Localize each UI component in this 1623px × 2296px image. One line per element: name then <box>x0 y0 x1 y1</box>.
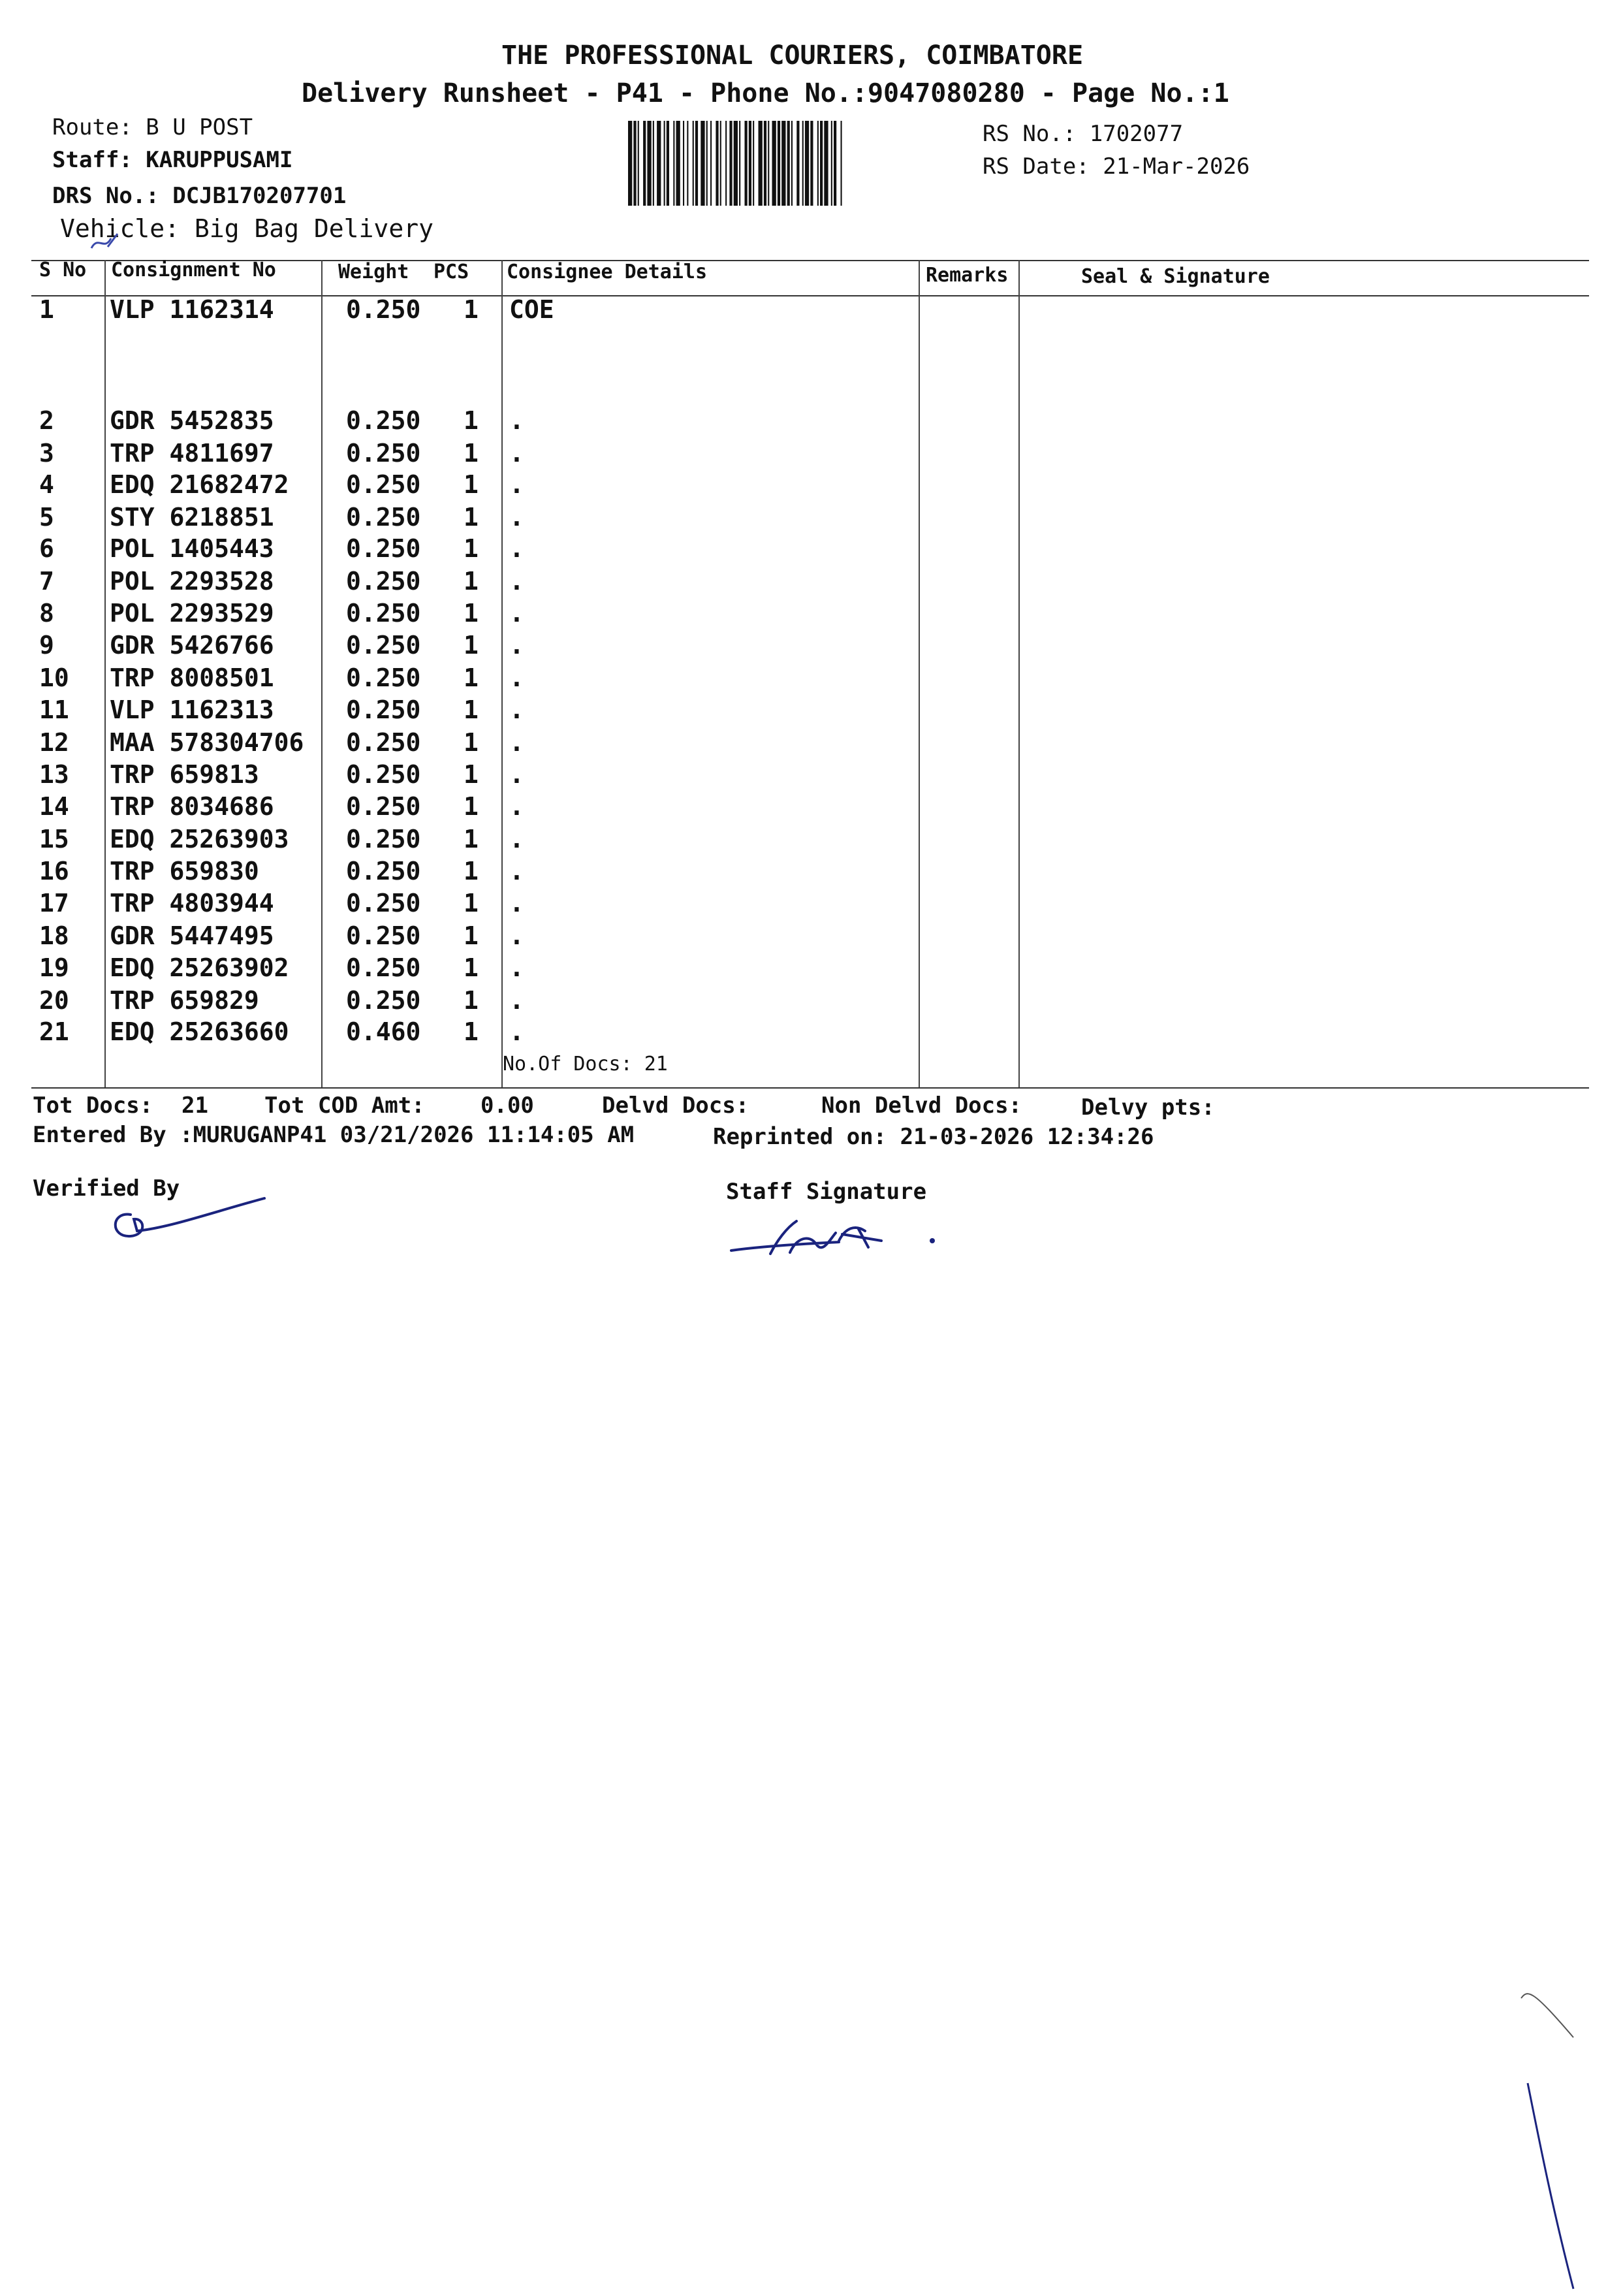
staff-text: Staff: KARUPPUSAMI <box>52 147 293 173</box>
row-weight: 0.250 <box>346 663 421 692</box>
barcode-bar <box>824 121 828 206</box>
row-consignment-no: POL 1405443 <box>110 534 274 563</box>
entered-by: Entered By :MURUGANP41 03/21/2026 11:14:05 AM <box>33 1122 635 1148</box>
row-weight: 0.250 <box>346 295 421 324</box>
row-consignment-no: POL 2293529 <box>110 599 274 628</box>
row-sno: 9 <box>39 631 54 660</box>
col-header-consignment: Consignment No <box>111 259 276 281</box>
tot-cod-label: Tot COD Amt: <box>264 1092 425 1119</box>
row-consignment-no: GDR 5452835 <box>110 406 274 435</box>
row-consignee-details: . <box>509 1017 524 1046</box>
route-text: Route: B U POST <box>52 114 253 140</box>
row-consignment-no: EDQ 25263660 <box>110 1017 289 1046</box>
col-header-weight: Weight <box>338 261 409 283</box>
table-row <box>0 825 1623 856</box>
row-consignee-details: . <box>509 631 524 660</box>
non-delvd-docs-label: Non Delvd Docs: <box>821 1092 1022 1119</box>
row-consignee-details: . <box>509 728 524 757</box>
barcode-bar <box>701 121 704 206</box>
row-sno: 8 <box>39 599 54 628</box>
row-weight: 0.250 <box>346 567 421 596</box>
table-row <box>0 857 1623 888</box>
row-weight: 0.250 <box>346 792 421 821</box>
table-row <box>0 792 1623 823</box>
row-consignee-details: . <box>509 567 524 596</box>
barcode-bar <box>796 121 799 206</box>
row-sno: 6 <box>39 534 54 563</box>
barcode-bar <box>820 121 823 206</box>
barcode-bar <box>638 121 639 206</box>
barcode-bar <box>734 121 738 206</box>
row-sno: 15 <box>39 825 69 853</box>
row-consignee-details: . <box>509 406 524 435</box>
row-consignment-no: TRP 659830 <box>110 857 259 885</box>
barcode-bar <box>745 121 748 206</box>
barcode-bar <box>810 121 813 206</box>
table-row <box>0 406 1623 438</box>
barcode-bar <box>778 121 780 206</box>
row-consignment-no: TRP 4803944 <box>110 889 274 917</box>
row-consignee-details: . <box>509 792 524 821</box>
row-consignment-no: TRP 4811697 <box>110 439 274 468</box>
row-pcs: 1 <box>464 295 479 324</box>
row-pcs: 1 <box>464 470 479 499</box>
table-row <box>0 567 1623 598</box>
vehicle-text: Vehicle: Big Bag Delivery <box>60 214 433 243</box>
row-consignment-no: TRP 659813 <box>110 760 259 789</box>
tot-docs-value: 21 <box>181 1092 208 1119</box>
row-pcs: 1 <box>464 986 479 1015</box>
row-pcs: 1 <box>464 406 479 435</box>
row-sno: 17 <box>39 889 69 917</box>
row-pcs: 1 <box>464 503 479 532</box>
row-consignee-details: . <box>509 470 524 499</box>
row-pcs: 1 <box>464 695 479 724</box>
row-consignment-no: EDQ 25263903 <box>110 825 289 853</box>
col-header-pcs: PCS <box>433 261 469 283</box>
barcode-bar <box>657 121 661 206</box>
staff-signature-label: Staff Signature <box>726 1179 927 1205</box>
row-sno: 12 <box>39 728 69 757</box>
row-sno: 1 <box>39 295 54 324</box>
barcode-bar <box>753 121 754 206</box>
row-consignment-no: GDR 5426766 <box>110 631 274 660</box>
row-weight: 0.250 <box>346 503 421 532</box>
delvy-pts-label: Delvy pts: <box>1081 1094 1215 1121</box>
company-name: THE PROFESSIONAL COURIERS, COIMBATORE <box>501 40 1084 71</box>
barcode-bar <box>764 121 766 206</box>
table-row <box>0 760 1623 791</box>
row-sno: 20 <box>39 986 69 1015</box>
barcode-bar <box>768 121 769 206</box>
table-row <box>0 921 1623 953</box>
table-row <box>0 728 1623 759</box>
row-weight: 0.250 <box>346 631 421 660</box>
row-consignee-details: . <box>509 986 524 1015</box>
row-consignee-details: . <box>509 760 524 789</box>
barcode-bar <box>831 121 832 206</box>
row-consignment-no: STY 6218851 <box>110 503 274 532</box>
row-sno: 16 <box>39 857 69 885</box>
row-weight: 0.250 <box>346 470 421 499</box>
row-sno: 21 <box>39 1017 69 1046</box>
barcode-bar <box>729 121 732 206</box>
row-sno: 10 <box>39 663 69 692</box>
reprinted-on: Reprinted on: 21-03-2026 12:34:26 <box>713 1124 1154 1150</box>
row-sno: 3 <box>39 439 54 468</box>
barcode-bar <box>676 121 680 206</box>
row-consignee-details: . <box>509 439 524 468</box>
runsheet-title: Delivery Runsheet - P41 - Phone No.:9047080280 - Page No.:1 <box>302 78 1229 108</box>
verified-by-label: Verified By <box>33 1175 180 1202</box>
row-consignment-no: VLP 1162313 <box>110 695 274 724</box>
row-consignment-no: POL 2293528 <box>110 567 274 596</box>
no-of-docs: No.Of Docs: 21 <box>503 1053 668 1076</box>
row-sno: 13 <box>39 760 69 789</box>
row-consignee-details: . <box>509 953 524 982</box>
row-consignment-no: MAA 578304706 <box>110 728 304 757</box>
barcode-bar <box>787 121 790 206</box>
table-row <box>0 534 1623 566</box>
row-pcs: 1 <box>464 760 479 789</box>
barcode-bar <box>683 121 684 206</box>
row-weight: 0.250 <box>346 534 421 563</box>
barcode-bar <box>834 121 836 206</box>
table-row <box>0 695 1623 727</box>
row-sno: 5 <box>39 503 54 532</box>
table-row <box>0 1017 1623 1049</box>
row-weight: 0.460 <box>346 1017 421 1046</box>
row-weight: 0.250 <box>346 921 421 950</box>
row-consignee-details: . <box>509 921 524 950</box>
row-pcs: 1 <box>464 825 479 853</box>
table-row <box>0 889 1623 920</box>
barcode-bar <box>805 121 809 206</box>
barcode-bar <box>759 121 763 206</box>
row-consignee-details: COE <box>509 295 554 324</box>
row-pcs: 1 <box>464 728 479 757</box>
barcode-bar <box>725 121 727 206</box>
barcode-bar <box>749 121 751 206</box>
row-pcs: 1 <box>464 534 479 563</box>
row-weight: 0.250 <box>346 599 421 628</box>
barcode-bar <box>693 121 694 206</box>
row-sno: 7 <box>39 567 54 596</box>
row-consignee-details: . <box>509 889 524 917</box>
row-sno: 19 <box>39 953 69 982</box>
barcode-bar <box>643 121 646 206</box>
row-consignment-no: EDQ 21682472 <box>110 470 289 499</box>
barcode-bar <box>817 121 819 206</box>
barcode-bar <box>791 121 793 206</box>
row-pcs: 1 <box>464 953 479 982</box>
table-row <box>0 631 1623 662</box>
barcode-bar <box>781 121 785 206</box>
row-pcs: 1 <box>464 631 479 660</box>
table-row <box>0 470 1623 502</box>
barcode-bar <box>633 121 636 206</box>
row-weight: 0.250 <box>346 760 421 789</box>
table-row <box>0 295 1623 327</box>
row-weight: 0.250 <box>346 986 421 1015</box>
row-consignee-details: . <box>509 534 524 563</box>
barcode-bar <box>802 121 804 206</box>
row-sno: 14 <box>39 792 69 821</box>
row-consignee-details: . <box>509 503 524 532</box>
col-header-remarks: Remarks <box>926 264 1009 287</box>
row-weight: 0.250 <box>346 439 421 468</box>
row-pcs: 1 <box>464 1017 479 1046</box>
table-row <box>0 986 1623 1017</box>
barcode-bar <box>687 121 688 206</box>
barcode-bar <box>667 121 669 206</box>
row-pcs: 1 <box>464 921 479 950</box>
drs-number: DRS No.: DCJB170207701 <box>52 183 347 209</box>
row-sno: 4 <box>39 470 54 499</box>
rs-number: RS No.: 1702077 <box>983 121 1184 147</box>
barcode-bar <box>720 121 721 206</box>
row-weight: 0.250 <box>346 889 421 917</box>
row-sno: 18 <box>39 921 69 950</box>
barcode-bar <box>673 121 674 206</box>
col-header-sno: S No <box>39 259 87 281</box>
tot-docs-label: Tot Docs: <box>33 1092 153 1119</box>
barcode-bar <box>739 121 740 206</box>
row-weight: 0.250 <box>346 728 421 757</box>
barcode-bar <box>653 121 654 206</box>
row-consignee-details: . <box>509 599 524 628</box>
row-consignment-no: EDQ 25263902 <box>110 953 289 982</box>
barcode-bar <box>706 121 708 206</box>
barcode-bar <box>772 121 776 206</box>
row-consignment-no: VLP 1162314 <box>110 295 274 324</box>
col-header-seal: Seal & Signature <box>1081 265 1270 288</box>
row-pcs: 1 <box>464 792 479 821</box>
row-consignment-no: TRP 8008501 <box>110 663 274 692</box>
barcode-bar <box>841 121 842 206</box>
row-consignment-no: TRP 659829 <box>110 986 259 1015</box>
table-bottom-rule <box>31 1087 1589 1089</box>
table-row <box>0 663 1623 695</box>
row-weight: 0.250 <box>346 953 421 982</box>
row-weight: 0.250 <box>346 695 421 724</box>
rs-date: RS Date: 21-Mar-2026 <box>983 153 1250 180</box>
barcode-bar <box>664 121 665 206</box>
barcode-bar <box>647 121 651 206</box>
table-row <box>0 953 1623 985</box>
delvd-docs-label: Delvd Docs: <box>602 1092 749 1119</box>
row-weight: 0.250 <box>346 825 421 853</box>
barcode <box>628 121 971 206</box>
row-consignment-no: GDR 5447495 <box>110 921 274 950</box>
row-pcs: 1 <box>464 857 479 885</box>
row-pcs: 1 <box>464 439 479 468</box>
row-sno: 2 <box>39 406 54 435</box>
row-weight: 0.250 <box>346 406 421 435</box>
row-weight: 0.250 <box>346 857 421 885</box>
row-consignee-details: . <box>509 663 524 692</box>
row-sno: 11 <box>39 695 69 724</box>
barcode-bar <box>710 121 712 206</box>
barcode-bar <box>695 121 698 206</box>
col-header-consignee: Consignee Details <box>507 261 708 283</box>
barcode-bar <box>716 121 718 206</box>
row-consignment-no: TRP 8034686 <box>110 792 274 821</box>
row-pcs: 1 <box>464 889 479 917</box>
row-pcs: 1 <box>464 663 479 692</box>
table-row <box>0 599 1623 630</box>
row-consignee-details: . <box>509 825 524 853</box>
barcode-bar <box>628 121 632 206</box>
row-consignee-details: . <box>509 857 524 885</box>
row-pcs: 1 <box>464 567 479 596</box>
table-row <box>0 503 1623 534</box>
row-pcs: 1 <box>464 599 479 628</box>
row-consignee-details: . <box>509 695 524 724</box>
tot-cod-value: 0.00 <box>481 1092 534 1119</box>
table-row <box>0 439 1623 470</box>
